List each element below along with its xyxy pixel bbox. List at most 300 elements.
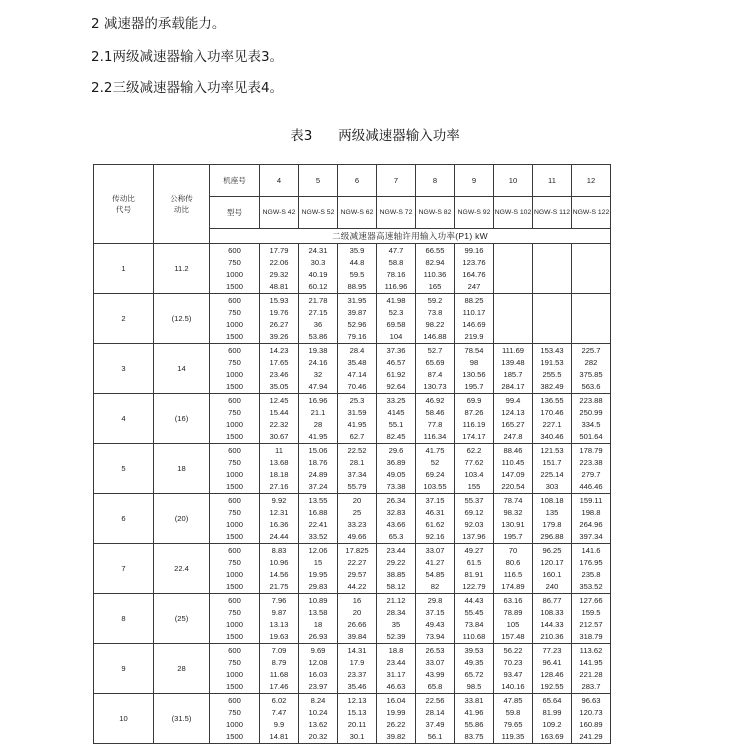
power-value: 110.36 <box>423 270 447 279</box>
power-value: 58.46 <box>425 408 445 417</box>
power-value: 13.62 <box>308 720 328 729</box>
power-value: 179.8 <box>542 520 562 529</box>
power-value: 16.03 <box>308 670 328 679</box>
power-value: 135 <box>545 508 559 517</box>
power-value: 28.1 <box>349 458 365 467</box>
power-value <box>494 257 532 269</box>
power-value: 19.95 <box>308 570 328 579</box>
power-value: 31.59 <box>347 408 367 417</box>
power-cell <box>377 494 416 544</box>
power-value: 49.35 <box>464 658 484 667</box>
power-value: 98 <box>469 358 479 367</box>
power-value: 22.06 <box>269 258 289 267</box>
power-value: 195.7 <box>503 532 523 541</box>
power-value: 225.7 <box>581 346 601 355</box>
power-value: 49.66 <box>347 532 367 541</box>
power-value: 65.64 <box>542 696 562 705</box>
speed-value: 1500 <box>226 582 243 591</box>
power-value: 303 <box>545 482 559 491</box>
power-value: 29.22 <box>386 558 406 567</box>
frame-number: 7 <box>377 165 416 197</box>
power-value: 31.95 <box>347 296 367 305</box>
power-value: 96.41 <box>542 658 562 667</box>
power-value: 147.09 <box>501 470 525 479</box>
power-value: 9.9 <box>273 720 285 729</box>
power-value: 15 <box>313 558 323 567</box>
power-value: 36.89 <box>386 458 406 467</box>
speed-value: 750 <box>228 258 241 267</box>
power-value: 22.32 <box>269 420 289 429</box>
ratio-code-cell: 3 <box>94 344 154 394</box>
power-value: 15.44 <box>269 408 289 417</box>
ratio-cell: (31.5) <box>154 694 210 744</box>
power-value: 44.43 <box>464 596 484 605</box>
power-value <box>572 295 610 307</box>
power-value: 39.87 <box>347 308 367 317</box>
power-value: 78.74 <box>503 496 523 505</box>
power-value: 9.69 <box>310 646 326 655</box>
power-cell <box>416 594 455 644</box>
power-value: 78.16 <box>386 270 406 279</box>
frame-number: 6 <box>338 165 377 197</box>
power-value: 26.93 <box>308 632 328 641</box>
power-cell <box>455 694 494 744</box>
power-value: 29.32 <box>269 270 289 279</box>
power-value: 7.96 <box>271 596 287 605</box>
power-cell <box>299 294 338 344</box>
power-value: 240 <box>545 582 559 591</box>
power-value: 15.06 <box>308 446 328 455</box>
frame-number: 8 <box>416 165 455 197</box>
power-value: 52.3 <box>388 308 404 317</box>
power-value: 19.99 <box>386 708 406 717</box>
power-value: 48.81 <box>269 282 289 291</box>
power-cell <box>338 394 377 444</box>
power-cell <box>533 394 572 444</box>
frame-number: 12 <box>572 165 611 197</box>
power-cell <box>455 594 494 644</box>
frame-number: 11 <box>533 165 572 197</box>
power-cell <box>572 694 611 744</box>
power-value: 46.57 <box>386 358 406 367</box>
power-value: 73.8 <box>427 308 443 317</box>
power-value: 62.7 <box>349 432 365 441</box>
power-value: 41.75 <box>425 446 445 455</box>
power-value: 296.88 <box>540 532 564 541</box>
power-value: 27.16 <box>269 482 289 491</box>
power-value: 49.43 <box>425 620 445 629</box>
power-value: 13.68 <box>269 458 289 467</box>
power-value: 88.46 <box>503 446 523 455</box>
speed-value: 1500 <box>226 432 243 441</box>
power-value: 56.1 <box>427 732 443 741</box>
power-value: 35.46 <box>347 682 367 691</box>
power-value: 22.52 <box>347 446 367 455</box>
power-value: 120.73 <box>579 708 603 717</box>
power-value: 43.66 <box>386 520 406 529</box>
power-value: 13.55 <box>308 496 328 505</box>
power-value: 86.77 <box>542 596 562 605</box>
speed-value: 600 <box>228 396 241 405</box>
power-value: 41.95 <box>308 432 328 441</box>
power-value: 128.46 <box>540 670 564 679</box>
power-value <box>494 319 532 331</box>
speed-value: 1000 <box>226 370 243 379</box>
power-value: 20.11 <box>347 720 367 729</box>
ratio-cell: (25) <box>154 594 210 644</box>
speed-cell <box>210 544 260 594</box>
speed-value: 750 <box>228 558 241 567</box>
power-value <box>494 331 532 343</box>
power-cell <box>494 294 533 344</box>
speed-cell <box>210 694 260 744</box>
power-value: 35.9 <box>349 246 365 255</box>
power-value: 37.15 <box>425 496 445 505</box>
ratio-code-cell: 8 <box>94 594 154 644</box>
speed-value: 1500 <box>226 282 243 291</box>
table-title: 两级减速器输入功率 <box>338 128 460 144</box>
power-value: 30.67 <box>269 432 289 441</box>
power-cell <box>494 444 533 494</box>
model-name: NGW-S 62 <box>338 197 377 229</box>
power-value <box>572 319 610 331</box>
power-value: 56.22 <box>503 646 523 655</box>
power-value: 28.4 <box>349 346 365 355</box>
power-cell <box>572 344 611 394</box>
power-value <box>533 331 571 343</box>
power-value: 20 <box>352 496 362 505</box>
power-value: 35.48 <box>347 358 367 367</box>
power-value: 55.79 <box>347 482 367 491</box>
power-value: 32.83 <box>386 508 406 517</box>
power-value: 170.46 <box>540 408 564 417</box>
power-value: 18.18 <box>269 470 289 479</box>
ratio-cell: (16) <box>154 394 210 444</box>
table-caption <box>0 124 750 144</box>
power-value: 61.62 <box>425 520 445 529</box>
power-value <box>533 281 571 293</box>
power-cell <box>377 694 416 744</box>
power-value: 83.75 <box>464 732 484 741</box>
ratio-code-cell: 5 <box>94 444 154 494</box>
power-cell <box>299 344 338 394</box>
power-cell <box>455 544 494 594</box>
power-value: 69.58 <box>386 320 406 329</box>
power-value: 159.5 <box>581 608 601 617</box>
power-value: 8.83 <box>271 546 287 555</box>
power-value: 223.88 <box>579 396 603 405</box>
speed-value: 750 <box>228 508 241 517</box>
speed-value: 1000 <box>226 620 243 629</box>
table-row <box>94 494 611 544</box>
table-row <box>94 694 611 744</box>
power-value: 59.8 <box>505 708 521 717</box>
power-value: 264.96 <box>579 520 603 529</box>
power-value <box>533 319 571 331</box>
power-value: 279.7 <box>581 470 601 479</box>
power-value: 22.56 <box>425 696 445 705</box>
power-value: 73.84 <box>464 620 484 629</box>
power-cell <box>572 444 611 494</box>
model-name: NGW-S 92 <box>455 197 494 229</box>
power-value: 26.34 <box>386 496 406 505</box>
power-value: 47.85 <box>503 696 523 705</box>
power-value: 17.9 <box>349 658 365 667</box>
power-cell <box>494 644 533 694</box>
power-cell <box>533 594 572 644</box>
power-value: 23.44 <box>386 658 406 667</box>
model-name: NGW-S 52 <box>299 197 338 229</box>
power-value: 55.45 <box>464 608 484 617</box>
section-heading: 2 减速器的承载能力。 <box>91 16 226 32</box>
power-value: 6.02 <box>271 696 287 705</box>
power-value: 165 <box>428 282 442 291</box>
power-cell <box>494 594 533 644</box>
power-value: 19.76 <box>269 308 289 317</box>
power-value: 52.39 <box>386 632 406 641</box>
power-value: 96.63 <box>581 696 601 705</box>
power-value: 33.81 <box>464 696 484 705</box>
power-value: 65.3 <box>388 532 404 541</box>
power-value: 81.91 <box>464 570 484 579</box>
power-value: 36 <box>313 320 323 329</box>
ratio-cell: 28 <box>154 644 210 694</box>
power-value: 144.33 <box>540 620 564 629</box>
power-value: 116.19 <box>462 420 486 429</box>
power-value: 382.49 <box>540 382 564 391</box>
ratio-cell: 22.4 <box>154 544 210 594</box>
power-value <box>494 295 532 307</box>
power-value: 9.87 <box>271 608 287 617</box>
subsection-2-2-text: 2.2三级减速器输入功率见表4。 <box>91 80 284 96</box>
power-cell <box>299 494 338 544</box>
power-value: 14.56 <box>269 570 289 579</box>
power-value: 318.79 <box>579 632 603 641</box>
power-value: 55.1 <box>388 420 404 429</box>
power-cell <box>338 644 377 694</box>
power-value: 40.19 <box>308 270 328 279</box>
ratio-code-cell: 2 <box>94 294 154 344</box>
power-value: 49.27 <box>464 546 484 555</box>
power-cell <box>338 544 377 594</box>
speed-cell <box>210 394 260 444</box>
power-cell <box>533 544 572 594</box>
power-value: 23.97 <box>308 682 328 691</box>
power-value: 353.52 <box>579 582 603 591</box>
power-cell <box>416 644 455 694</box>
power-value: 141.6 <box>581 546 601 555</box>
model-name: NGW-S 82 <box>416 197 455 229</box>
speed-cell <box>210 444 260 494</box>
power-value: 250.99 <box>579 408 603 417</box>
power-cell <box>377 394 416 444</box>
speed-value: 600 <box>228 696 241 705</box>
power-cell <box>299 694 338 744</box>
power-value: 220.54 <box>501 482 525 491</box>
speed-value: 600 <box>228 246 241 255</box>
power-cell <box>455 294 494 344</box>
power-value: 78.89 <box>503 608 523 617</box>
power-value: 110.68 <box>462 632 486 641</box>
power-value: 28.14 <box>425 708 445 717</box>
speed-value: 600 <box>228 346 241 355</box>
ratio-header: 公称传 动比 <box>154 165 210 244</box>
table-row <box>94 544 611 594</box>
model-name: NGW-S 72 <box>377 197 416 229</box>
power-cell <box>455 244 494 294</box>
power-value: 103.4 <box>464 470 484 479</box>
ratio-cell: (20) <box>154 494 210 544</box>
power-value: 82 <box>430 582 440 591</box>
power-cell <box>377 594 416 644</box>
power-value: 52.96 <box>347 320 367 329</box>
power-value: 24.16 <box>308 358 328 367</box>
table-row <box>94 294 611 344</box>
power-value: 110.17 <box>462 308 486 317</box>
power-value: 25.3 <box>349 396 365 405</box>
power-value: 155 <box>467 482 481 491</box>
power-value <box>572 245 610 257</box>
power-value: 66.55 <box>425 246 445 255</box>
power-value: 375.85 <box>579 370 603 379</box>
speed-value: 750 <box>228 408 241 417</box>
power-value: 52 <box>430 458 440 467</box>
power-value: 12.08 <box>308 658 328 667</box>
speed-value: 750 <box>228 458 241 467</box>
power-value: 108.33 <box>540 608 564 617</box>
power-value: 185.7 <box>503 370 523 379</box>
power-cell <box>455 344 494 394</box>
power-value <box>494 281 532 293</box>
power-value: 16.88 <box>308 508 328 517</box>
power-value: 223.38 <box>579 458 603 467</box>
speed-value: 750 <box>228 658 241 667</box>
speed-cell <box>210 344 260 394</box>
power-value: 37.34 <box>347 470 367 479</box>
speed-cell <box>210 244 260 294</box>
power-cell <box>494 544 533 594</box>
power-cell <box>572 594 611 644</box>
power-cell <box>338 444 377 494</box>
power-cell <box>572 244 611 294</box>
frame-number: 4 <box>260 165 299 197</box>
power-cell <box>572 294 611 344</box>
power-value <box>533 307 571 319</box>
power-value: 164.76 <box>462 270 486 279</box>
power-value: 92.03 <box>464 520 484 529</box>
power-cell <box>416 294 455 344</box>
power-cell <box>260 444 299 494</box>
power-value: 30.3 <box>310 258 326 267</box>
power-value: 14.31 <box>347 646 367 655</box>
power-value: 29.8 <box>427 596 443 605</box>
power-value: 39.53 <box>464 646 484 655</box>
power-cell <box>260 544 299 594</box>
table-row <box>94 394 611 444</box>
power-value: 46.63 <box>386 682 406 691</box>
power-value <box>572 307 610 319</box>
power-cell <box>416 344 455 394</box>
power-value: 153.43 <box>540 346 564 355</box>
table-subtitle: 二级减速器高速轴许用输入功率(P1) kW <box>210 229 611 244</box>
power-value: 73.38 <box>386 482 406 491</box>
power-value: 53.86 <box>308 332 328 341</box>
power-value: 52.7 <box>427 346 443 355</box>
table-number: 表3 <box>290 128 313 144</box>
power-value: 127.66 <box>579 596 603 605</box>
power-value: 47.7 <box>388 246 404 255</box>
power-value: 10.96 <box>269 558 289 567</box>
power-value: 81.99 <box>542 708 562 717</box>
power-value: 160.1 <box>542 570 562 579</box>
power-cell <box>338 594 377 644</box>
ratio-code-header: 传动比 代号 <box>94 165 154 244</box>
frame-label: 机座号 <box>210 165 260 197</box>
power-value: 31.17 <box>386 670 406 679</box>
power-value: 18.8 <box>388 646 404 655</box>
table-row <box>94 644 611 694</box>
power-value: 13.13 <box>269 620 289 629</box>
power-value: 33.52 <box>308 532 328 541</box>
speed-value: 1500 <box>226 332 243 341</box>
power-value <box>533 245 571 257</box>
power-value: 39.26 <box>269 332 289 341</box>
power-value: 9.92 <box>271 496 287 505</box>
speed-value: 1000 <box>226 520 243 529</box>
power-cell <box>377 544 416 594</box>
power-cell <box>494 394 533 444</box>
power-cell <box>494 494 533 544</box>
power-value: 28.34 <box>386 608 406 617</box>
power-value: 146.88 <box>423 332 447 341</box>
power-value: 17.65 <box>269 358 289 367</box>
power-value: 108.18 <box>540 496 564 505</box>
power-value: 65.72 <box>464 670 484 679</box>
power-value: 37.24 <box>308 482 328 491</box>
ratio-code-cell: 4 <box>94 394 154 444</box>
power-cell <box>455 394 494 444</box>
power-value: 14.23 <box>269 346 289 355</box>
power-value: 58.8 <box>388 258 404 267</box>
header-row-frame <box>94 165 611 197</box>
power-value: 77.8 <box>427 420 443 429</box>
power-value: 225.14 <box>540 470 564 479</box>
power-value: 111.69 <box>501 346 525 355</box>
speed-value: 1500 <box>226 482 243 491</box>
power-cell <box>299 244 338 294</box>
power-cell <box>533 694 572 744</box>
power-value <box>572 331 610 343</box>
power-cell <box>533 494 572 544</box>
power-value: 99.16 <box>464 246 484 255</box>
power-value: 10.24 <box>308 708 328 717</box>
power-cell <box>377 294 416 344</box>
power-cell <box>260 394 299 444</box>
power-value: 12.06 <box>308 546 328 555</box>
power-value: 176.95 <box>579 558 603 567</box>
power-value: 16.04 <box>386 696 406 705</box>
power-cell <box>338 694 377 744</box>
power-value: 15.93 <box>269 296 289 305</box>
power-value: 334.5 <box>581 420 601 429</box>
power-value: 123.76 <box>462 258 486 267</box>
power-value <box>572 257 610 269</box>
power-value: 12.31 <box>269 508 289 517</box>
ratio-code-cell: 10 <box>94 694 154 744</box>
model-name: NGW-S 112 <box>533 197 572 229</box>
power-cell <box>455 444 494 494</box>
speed-value: 1500 <box>226 382 243 391</box>
